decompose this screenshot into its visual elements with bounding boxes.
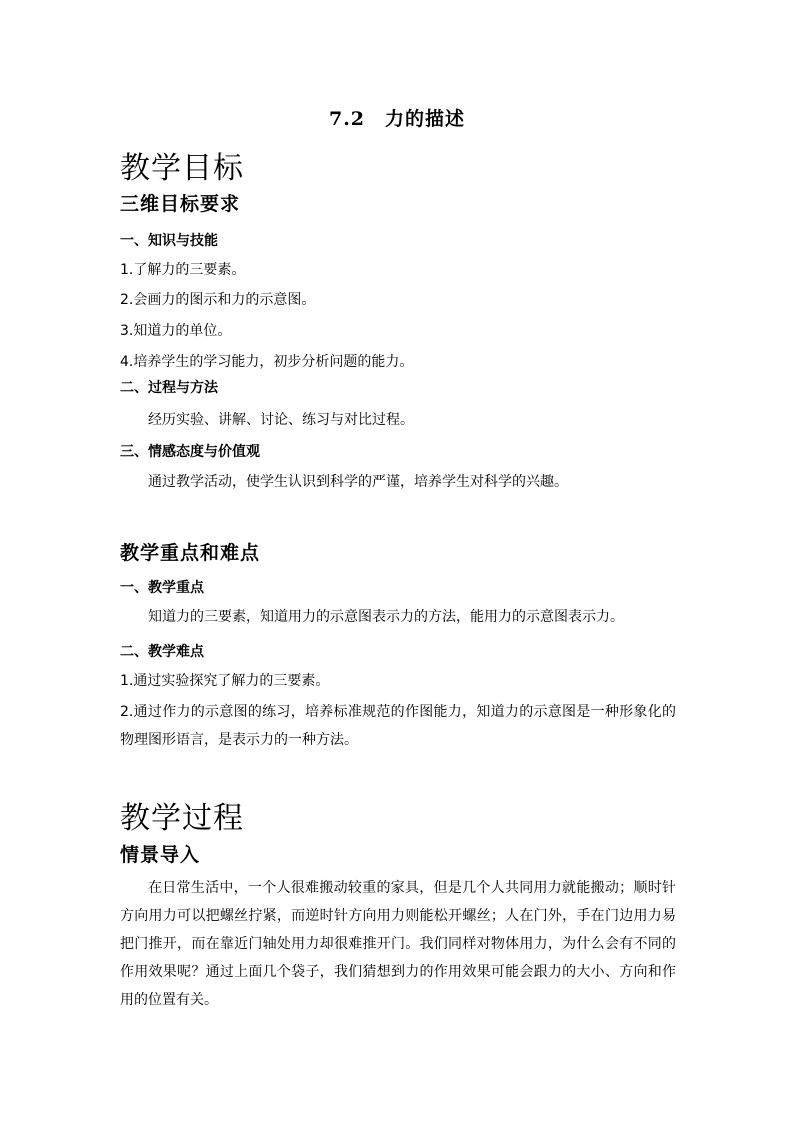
heading-process-methods: 二、过程与方法 xyxy=(120,380,218,396)
heading-teaching-difficulty: 二、教学难点 xyxy=(120,644,204,660)
list-item: 4.培养学生的学习能力，初步分析问题的能力。 xyxy=(120,354,414,370)
scenario-paragraph: 在日常生活中，一个人很难搬动较重的家具，但是几个人共同用力就能搬动；顺时针方向用力可以把螺丝拧紧，而逆时针方向用力则能松开螺丝；人在门外，手在门边用力易把门推开，而在靠近门轴处用力却很难推开门。我们同样对物体用力，为什么会有不同的作用效果呢？通过上面几个袋子，我们猜想到力的作用效果可能会跟力的大小、方向和作用的位置有关。 xyxy=(120,880,676,1008)
list-item: 1.通过实验探究了解力的三要素。 xyxy=(120,673,330,689)
section-heading-key-points: 教学重点和难点 xyxy=(120,542,261,564)
document-title: 7.2 力的描述 xyxy=(328,108,466,130)
subheading-three-dimensional-goals: 三维目标要求 xyxy=(120,193,241,215)
list-item: 3.知道力的单位。 xyxy=(120,323,232,339)
list-item: 1.了解力的三要素。 xyxy=(120,262,246,278)
heading-attitude-values: 三、情感态度与价值观 xyxy=(120,444,260,460)
list-item: 2.通过作力的示意图的练习，培养标准规范的作图能力，知道力的示意图是一种形象化的物理图形语言，是表示力的一种方法。 xyxy=(120,704,676,748)
section-heading-objectives: 教学目标 xyxy=(120,151,244,186)
attitude-values-text: 通过教学活动，使学生认识到科学的严谨，培养学生对科学的兴趣。 xyxy=(148,474,568,490)
teaching-focus-text: 知道力的三要素，知道用力的示意图表示力的方法，能用力的示意图表示力。 xyxy=(148,609,624,625)
list-item: 2.会画力的图示和力的示意图。 xyxy=(120,292,316,308)
heading-teaching-focus: 一、教学重点 xyxy=(120,580,204,596)
process-methods-text: 经历实验、讲解、讨论、练习与对比过程。 xyxy=(148,412,414,428)
heading-knowledge-skills: 一、知识与技能 xyxy=(120,233,218,249)
subheading-scenario-intro: 情景导入 xyxy=(120,844,201,866)
section-heading-teaching-process: 教学过程 xyxy=(120,801,244,836)
